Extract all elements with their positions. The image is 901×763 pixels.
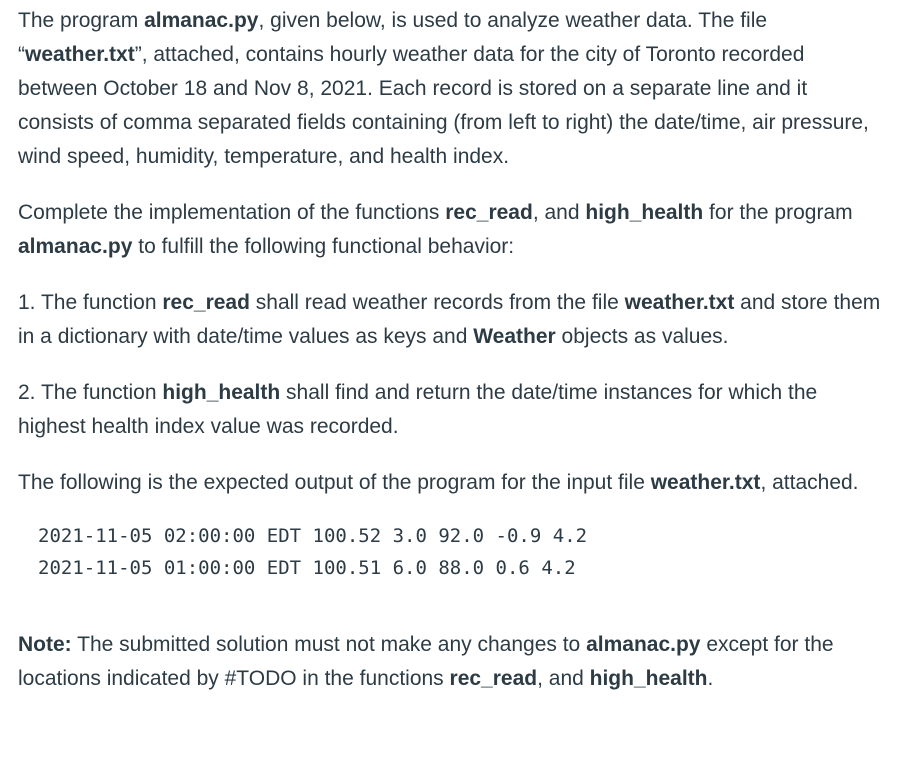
filename-bold: weather.txt	[650, 471, 761, 494]
function-name-bold: rec_read	[449, 667, 538, 690]
expected-output-intro	[18, 466, 888, 500]
text: to fulfill the following functional behavior:	[132, 235, 515, 258]
output-line: 2021-11-05 01:00:00 EDT 100.51 6.0 88.0 0.6 4.2	[38, 557, 576, 579]
text: shall find and return the date/time instances for which the highest health index value was recorded.	[18, 381, 818, 438]
class-name-bold: Weather	[473, 325, 556, 348]
assignment-description	[18, 4, 888, 696]
text: except for the locations indicated by #TODO in the functions	[18, 633, 834, 690]
text: ”, attached, contains hourly weather data for the city of Toronto recorded between October 18 and Nov 8, 2021. Each record is stored on a separate line and it consists of comma separated fields containing (from left to right) the date/time, air pressure, wind speed, humidity, temperature, and health index.	[18, 43, 869, 168]
output-line: 2021-11-05 02:00:00 EDT 100.52 3.0 92.0 -0.9 4.2	[38, 525, 588, 547]
requirement-1	[18, 286, 888, 354]
function-name-bold: rec_read	[162, 291, 250, 314]
note-label: Note:	[18, 633, 72, 656]
text: for the program	[703, 201, 853, 224]
expected-output-block	[18, 520, 888, 584]
text: shall read weather records from the file	[249, 291, 625, 314]
text: The program	[18, 9, 145, 32]
text: and store them in a dictionary with date/time values as keys and	[18, 291, 881, 348]
text: .	[707, 667, 714, 690]
intro-paragraph	[18, 4, 888, 174]
text: objects as values.	[555, 325, 729, 348]
text: 1. The function	[18, 291, 163, 314]
text: Complete the implementation of the functions	[18, 201, 446, 224]
text: The submitted solution must not make any changes to	[71, 633, 587, 656]
function-name-bold: rec_read	[445, 201, 533, 224]
filename-bold: weather.txt	[25, 43, 135, 66]
filename-bold: almanac.py	[144, 9, 259, 32]
note-paragraph	[18, 628, 888, 696]
requirement-2	[18, 376, 888, 444]
filename-bold: almanac.py	[586, 633, 701, 656]
function-name-bold: high_health	[589, 667, 708, 690]
filename-bold: weather.txt	[624, 291, 735, 314]
text: The following is the expected output of the program for the input file	[18, 471, 651, 494]
text: , and	[537, 667, 590, 690]
text: , and	[532, 201, 586, 224]
text: , attached.	[760, 471, 859, 494]
text: , given below, is used to analyze weather data. The file “	[18, 9, 768, 66]
task-paragraph	[18, 196, 888, 264]
function-name-bold: high_health	[585, 201, 704, 224]
function-name-bold: high_health	[162, 381, 281, 404]
text: 2. The function	[18, 381, 163, 404]
filename-bold: almanac.py	[18, 235, 133, 258]
